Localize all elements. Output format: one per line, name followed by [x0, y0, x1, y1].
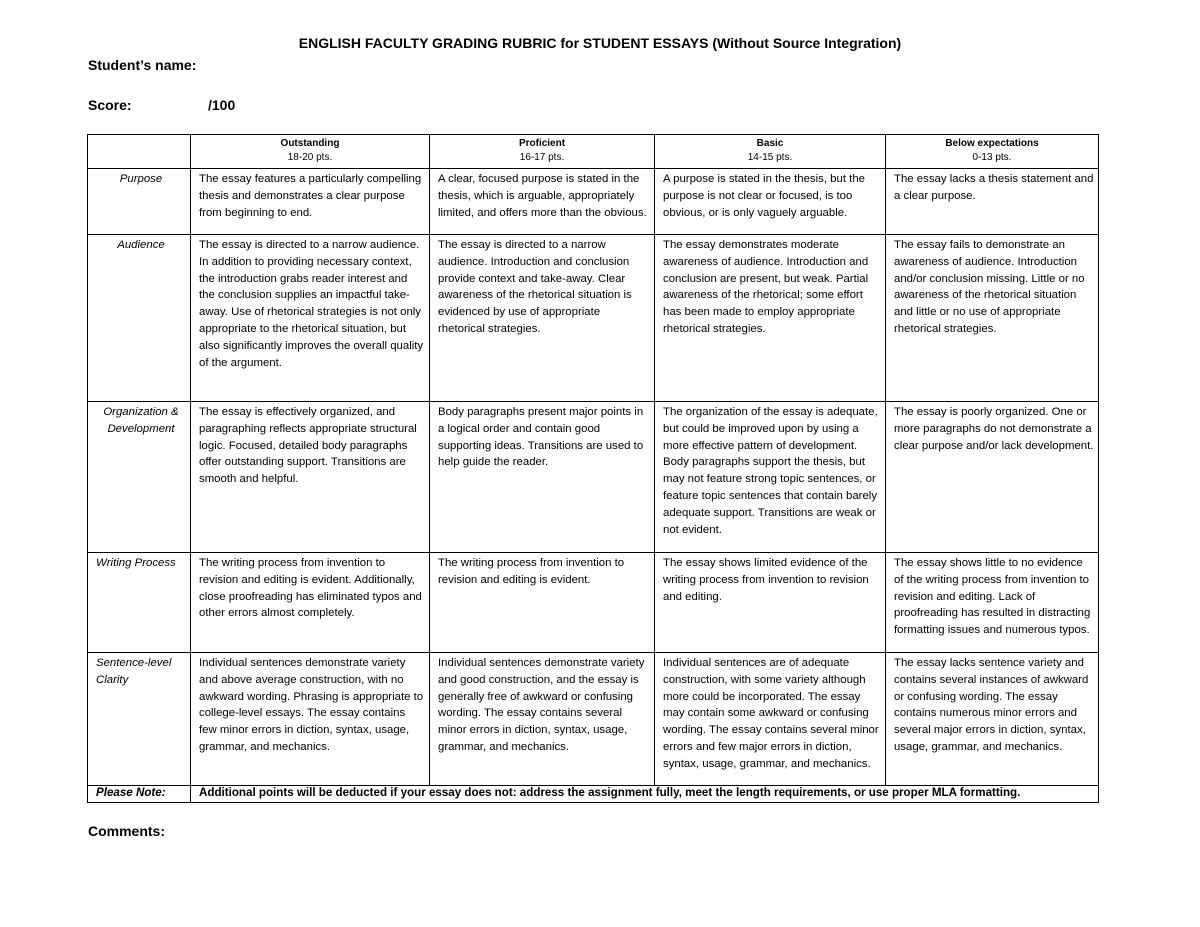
criterion-label: Writing Process — [88, 553, 191, 653]
note-text: Additional points will be deducted if your essay does not: address the assignment fully, meet the length requirements, or use proper MLA formatting. — [191, 786, 1099, 803]
rubric-cell: The essay lacks a thesis statement and a clear purpose. — [886, 169, 1099, 235]
rubric-row-purpose — [88, 169, 1099, 235]
student-name-label: Student’s name: — [88, 57, 197, 73]
level-name: Proficient — [518, 138, 566, 149]
level-header-outstanding — [191, 135, 430, 169]
rubric-cell: A purpose is stated in the thesis, but the purpose is not clear or focused, is too obvious, or is only vaguely arguable. — [655, 169, 886, 235]
rubric-cell: The writing process from invention to revision and editing is evident. Additionally, close proofreading has eliminated typos and other errors almost completely. — [191, 553, 430, 653]
rubric-cell: Individual sentences demonstrate variety and good construction, and the essay is generally free of awkward or confusing wording. The essay contains several minor errors in diction, syntax, usage, grammar, and mechanics. — [430, 653, 655, 786]
rubric-cell: The essay is directed to a narrow audience. Introduction and conclusion provide context and take-away. Clear awareness of the rhetorical situation is evidenced by use of appropriate rhetorical strategies. — [430, 235, 655, 402]
rubric-cell: Individual sentences are of adequate construction, with some variety although more could be incorporated. The essay may contain some awkward or confusing wording. The essay contains several minor errors and few major errors in diction, syntax, usage, grammar, and mechanics. — [655, 653, 886, 786]
rubric-row-writing-process — [88, 553, 1099, 653]
criterion-label: Sentence-level Clarity — [88, 653, 191, 786]
score-label: Score: — [88, 97, 132, 113]
level-points: 0-13 pts. — [972, 152, 1012, 163]
level-header-proficient — [430, 135, 655, 169]
criterion-label: Organization & Development — [88, 402, 191, 553]
comments-label: Comments: — [88, 823, 166, 839]
level-name: Below expectations — [945, 138, 1039, 149]
level-name: Basic — [756, 138, 784, 149]
note-label: Please Note: — [88, 786, 191, 803]
score-value: /100 — [208, 97, 236, 113]
rubric-cell: The essay features a particularly compelling thesis and demonstrates a clear purpose from beginning to end. — [191, 169, 430, 235]
rubric-cell: The essay shows limited evidence of the writing process from invention to revision and editing. — [655, 553, 886, 653]
rubric-cell: Individual sentences demonstrate variety and above average construction, with no awkward wording. Phrasing is appropriate to college-level essays. The essay contains few minor errors in diction, syntax, usage, grammar, and mechanics. — [191, 653, 430, 786]
rubric-cell: A clear, focused purpose is stated in the thesis, which is arguable, appropriately limited, and offers more than the obvious. — [430, 169, 655, 235]
score-line — [88, 97, 236, 113]
level-header-basic — [655, 135, 886, 169]
rubric-cell: The essay is poorly organized. One or more paragraphs do not demonstrate a clear purpose and/or lack development. — [886, 402, 1099, 553]
level-header-below-expectations — [886, 135, 1099, 169]
header-empty-cell — [88, 135, 191, 169]
level-points: 16-17 pts. — [519, 152, 565, 163]
rubric-row-audience — [88, 235, 1099, 402]
criterion-label: Audience — [88, 235, 191, 402]
rubric-cell: The essay fails to demonstrate an awareness of audience. Introduction and/or conclusion missing. Little or no awareness of the rhetorical situation and little or no use of appropriate rhetorical strategies. — [886, 235, 1099, 402]
rubric-header-row — [88, 135, 1099, 169]
level-name: Outstanding — [280, 138, 340, 149]
level-points: 18-20 pts. — [287, 152, 333, 163]
rubric-cell: The organization of the essay is adequate, but could be improved upon by using a more effective pattern of development. Body paragraphs support the thesis, but may not feature strong topic sentences, or feature topic sentences that contain barely adequate support. Transitions are weak or not evident. — [655, 402, 886, 553]
rubric-note-row — [88, 786, 1099, 803]
rubric-cell: The essay demonstrates moderate awareness of audience. Introduction and conclusion are present, but weak. Partial awareness of the rhetorical; some effort has been made to employ appropriate rhetorical strategies. — [655, 235, 886, 402]
criterion-label: Purpose — [88, 169, 191, 235]
level-points: 14-15 pts. — [747, 152, 793, 163]
rubric-cell: The essay is effectively organized, and paragraphing reflects appropriate structural logic. Focused, detailed body paragraphs offer outstanding support. Transitions are smooth and helpful. — [191, 402, 430, 553]
document-title: ENGLISH FACULTY GRADING RUBRIC for STUDENT ESSAYS (Without Source Integration) — [298, 35, 902, 51]
rubric-cell: The essay shows little to no evidence of the writing process from invention to revision and editing. Lack of proofreading has resulted in distracting formatting issues and numerous typos. — [886, 553, 1099, 653]
rubric-cell: The writing process from invention to revision and editing is evident. — [430, 553, 655, 653]
rubric-row-organization — [88, 402, 1099, 553]
rubric-cell: The essay lacks sentence variety and contains several instances of awkward or confusing wording. The essay contains numerous minor errors and several major errors in diction, syntax, usage, grammar, and mechanics. — [886, 653, 1099, 786]
rubric-row-sentence-clarity — [88, 653, 1099, 786]
rubric-cell: Body paragraphs present major points in a logical order and contain good supporting ideas. Transitions are used to help guide the reader. — [430, 402, 655, 553]
rubric-cell: The essay is directed to a narrow audience. In addition to providing necessary context, the introduction grabs reader interest and the conclusion supplies an impactful take-away. Use of rhetorical strategies is not only appropriate to the rhetorical situation, but also significantly improves the overall quality of the argument. — [191, 235, 430, 402]
rubric-table — [87, 134, 1099, 803]
